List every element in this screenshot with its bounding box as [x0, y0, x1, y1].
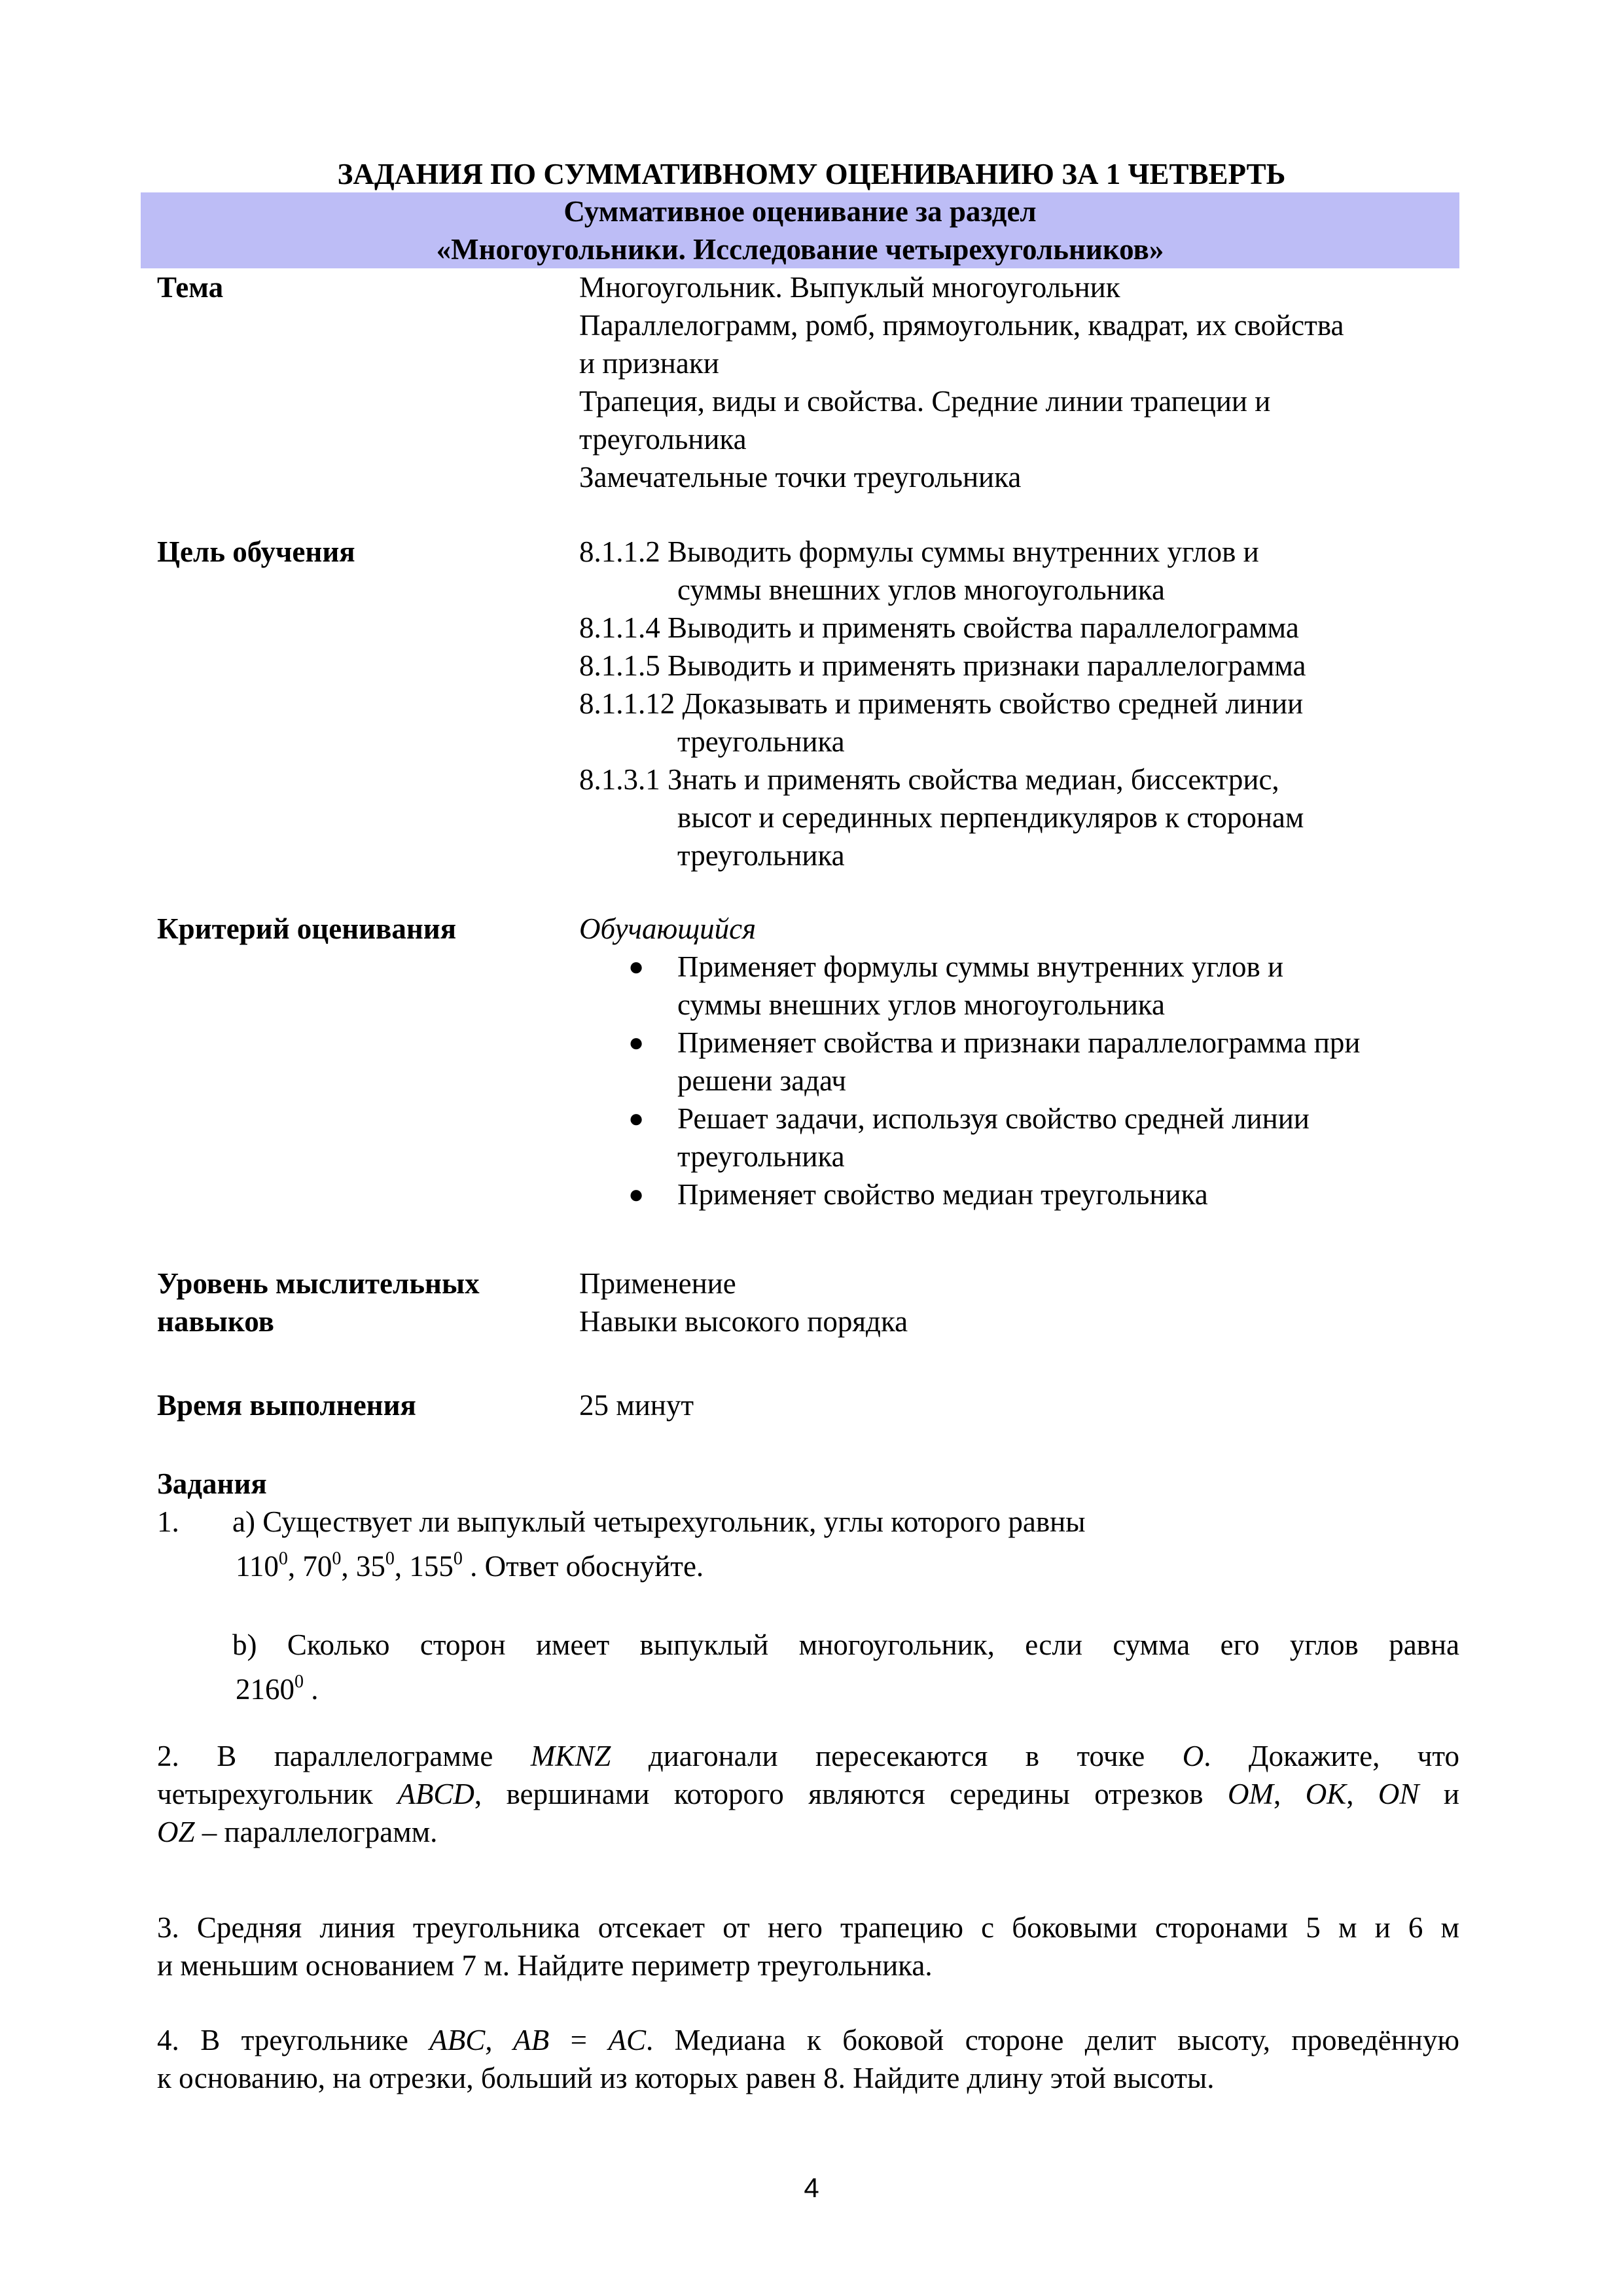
goal-line: треугольника	[677, 839, 845, 872]
theme-line: Параллелограмм, ромб, прямоугольник, квадрат, их свойства	[579, 309, 1344, 342]
task-4: 4. В треугольнике ABC, AB = AC. Медиана к боковой стороне делит высоту, проведённую к основанию, на отрезки, больший из которых равен 8. Найдите длину этой высоты.	[157, 2024, 1459, 2094]
time-label: Время выполнения	[157, 1389, 416, 1422]
theme-line: Замечательные точки треугольника	[579, 461, 1022, 493]
task-1b-value: 2160$^0$ .	[236, 1672, 319, 1706]
goal-line: 8.1.1.5 Выводить и применять признаки параллелограмма	[579, 649, 1306, 682]
level-value: Применение Навыки высокого порядка	[579, 1267, 908, 1338]
goal-line: треугольника	[677, 725, 845, 758]
section-banner-line-1: Суммативное оценивание за раздел	[563, 195, 1037, 228]
goal-label: Цель обучения	[157, 535, 355, 568]
theme-label: Тема	[157, 271, 224, 304]
page-title: ЗАДАНИЯ ПО СУММАТИВНОМУ ОЦЕНИВАНИЮ ЗА 1 ЧЕТВЕРТЬ	[337, 158, 1286, 190]
task-1a-angles: $110^0$, $70^0$, $35^0$, $155^0$ . Ответ обоснуйте.	[236, 1549, 704, 1583]
criteria-value	[579, 910, 1459, 1213]
bullet-icon: ●	[628, 952, 645, 981]
tasks-heading: Задания	[157, 1467, 267, 1500]
goal-line: суммы внешних углов многоугольника	[677, 573, 1165, 606]
bullet-icon: ●	[628, 1028, 645, 1057]
task-1b-question: b) Сколько сторон имеет выпуклый многоугольник, если сумма его углов равна	[232, 1628, 1459, 1661]
theme-value	[579, 268, 1459, 496]
task-1-number: 1.	[157, 1505, 179, 1538]
criteria-item: ● Решает задачи, используя свойство средней линии треугольника	[579, 1100, 1459, 1175]
level-label: Уровень мыслительных навыков	[157, 1267, 480, 1338]
task-2: 2. В параллелограмме MKNZ диагонали пересекаются в точке O. Докажите, что четырехугольник ABCD, вершинами которого являются середины отрезков OM, OK, ON и OZ – параллелограмм.	[157, 1740, 1459, 1848]
task-3: 3. Средняя линия треугольника отсекает от него трапецию с боковыми сторонами 5 м и 6 м и меньшим основанием 7 м. Найдите периметр треугольника.	[157, 1911, 1459, 1982]
criteria-item: ● Применяет свойства и признаки параллелограмма при решени задач	[579, 1024, 1459, 1100]
time-value: 25 минут	[579, 1389, 694, 1422]
theme-line: Многоугольник. Выпуклый многоугольник	[579, 271, 1120, 304]
criteria-item: ● Применяет формулы суммы внутренних углов и суммы внешних углов многоугольника	[579, 948, 1459, 1024]
task-1a-question: a) Существует ли выпуклый четырехугольник, углы которого равны	[232, 1505, 1086, 1538]
goal-line: высот и серединных перпендикуляров к сторонам	[677, 801, 1304, 834]
page-number: 4	[804, 2172, 819, 2203]
goal-line: 8.1.1.12 Доказывать и применять свойство средней линии	[579, 687, 1304, 720]
bullet-icon: ●	[628, 1179, 645, 1209]
goal-value	[579, 533, 1459, 874]
theme-line: и признаки	[579, 347, 719, 380]
section-banner	[141, 192, 1459, 268]
bullet-icon: ●	[628, 1103, 645, 1133]
goal-line: 8.1.1.2 Выводить формулы суммы внутренних углов и	[579, 535, 1259, 568]
criteria-label: Критерий оценивания	[157, 912, 457, 945]
goal-line: 8.1.1.4 Выводить и применять свойства параллелограмма	[579, 611, 1299, 644]
goal-line: 8.1.3.1 Знать и применять свойства медиан, биссектрис,	[579, 763, 1279, 796]
criteria-intro: Обучающийся	[579, 912, 757, 945]
criteria-item: ● Применяет свойство медиан треугольника	[579, 1175, 1459, 1213]
theme-line: треугольника	[579, 423, 747, 456]
section-banner-line-2: «Многоугольники. Исследование четырехугольников»	[436, 233, 1164, 266]
theme-line: Трапеция, виды и свойства. Средние линии трапеции и	[579, 385, 1271, 418]
criteria-list	[579, 948, 1459, 1213]
